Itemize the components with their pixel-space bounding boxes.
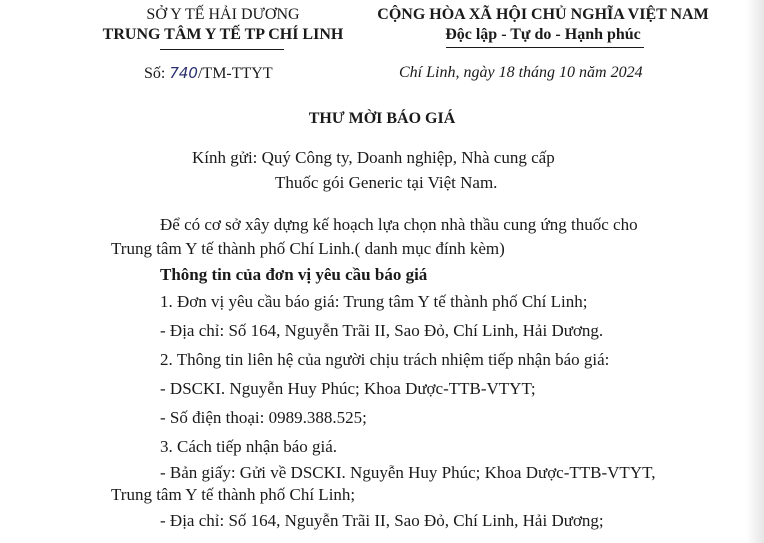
intro-line-1: Để có cơ sở xây dựng kế hoạch lựa chọn nhà thầu cung ứng thuốc cho — [160, 215, 638, 234]
body-line: 3. Cách tiếp nhận báo giá. — [160, 437, 338, 456]
agency-name: TRUNG TÂM Y TẾ TP CHÍ LINH — [102, 26, 344, 43]
body-line: 2. Thông tin liên hệ của người chịu trách nhiệm tiếp nhận báo giá: — [160, 350, 610, 369]
agency-underline — [160, 49, 284, 50]
body-line: - DSCKI. Nguyễn Huy Phúc; Khoa Dược-TTB-VTYT; — [160, 379, 536, 398]
nation-title: CỘNG HÒA XÃ HỘI CHỦ NGHĨA VIỆT NAM — [377, 6, 709, 23]
page-edge-shadow — [746, 0, 764, 543]
agency-parent: SỞ Y TẾ HẢI DƯƠNG — [146, 6, 300, 23]
letter-title: THƯ MỜI BÁO GIÁ — [308, 110, 456, 127]
motto: Độc lập - Tự do - Hạnh phúc — [445, 26, 641, 43]
body-line: 1. Đơn vị yêu cầu báo giá: Trung tâm Y tế thành phố Chí Linh; — [160, 292, 588, 311]
doc-number-prefix: Số: — [144, 65, 170, 82]
recipient-line-1: Kính gửi: Quý Công ty, Doanh nghiệp, Nhà cung cấp — [192, 148, 555, 167]
body-line: Trung tâm Y tế thành phố Chí Linh; — [111, 485, 356, 504]
body-line: - Bản giấy: Gửi về DSCKI. Nguyễn Huy Phúc; Khoa Dược-TTB-VTYT, — [160, 463, 656, 482]
doc-number-suffix: /TM-TTYT — [197, 65, 273, 82]
intro-line-2: Trung tâm Y tế thành phố Chí Linh.( danh mục đính kèm) — [111, 239, 505, 258]
body-line: - Số điện thoại: 0989.388.525; — [160, 408, 367, 427]
motto-underline — [446, 47, 644, 48]
doc-number-handwritten: 740 — [169, 64, 198, 82]
body-line: - Địa chỉ: Số 164, Nguyễn Trãi II, Sao Đỏ, Chí Linh, Hải Dương. — [160, 321, 604, 340]
doc-number — [144, 64, 273, 83]
body-line: - Địa chỉ: Số 164, Nguyễn Trãi II, Sao Đỏ, Chí Linh, Hải Dương; — [160, 511, 604, 530]
recipient-line-2: Thuốc gói Generic tại Việt Nam. — [275, 173, 498, 192]
place-date: Chí Linh, ngày 18 tháng 10 năm 2024 — [399, 64, 643, 81]
section-heading: Thông tin của đơn vị yêu cầu báo giá — [160, 265, 428, 284]
